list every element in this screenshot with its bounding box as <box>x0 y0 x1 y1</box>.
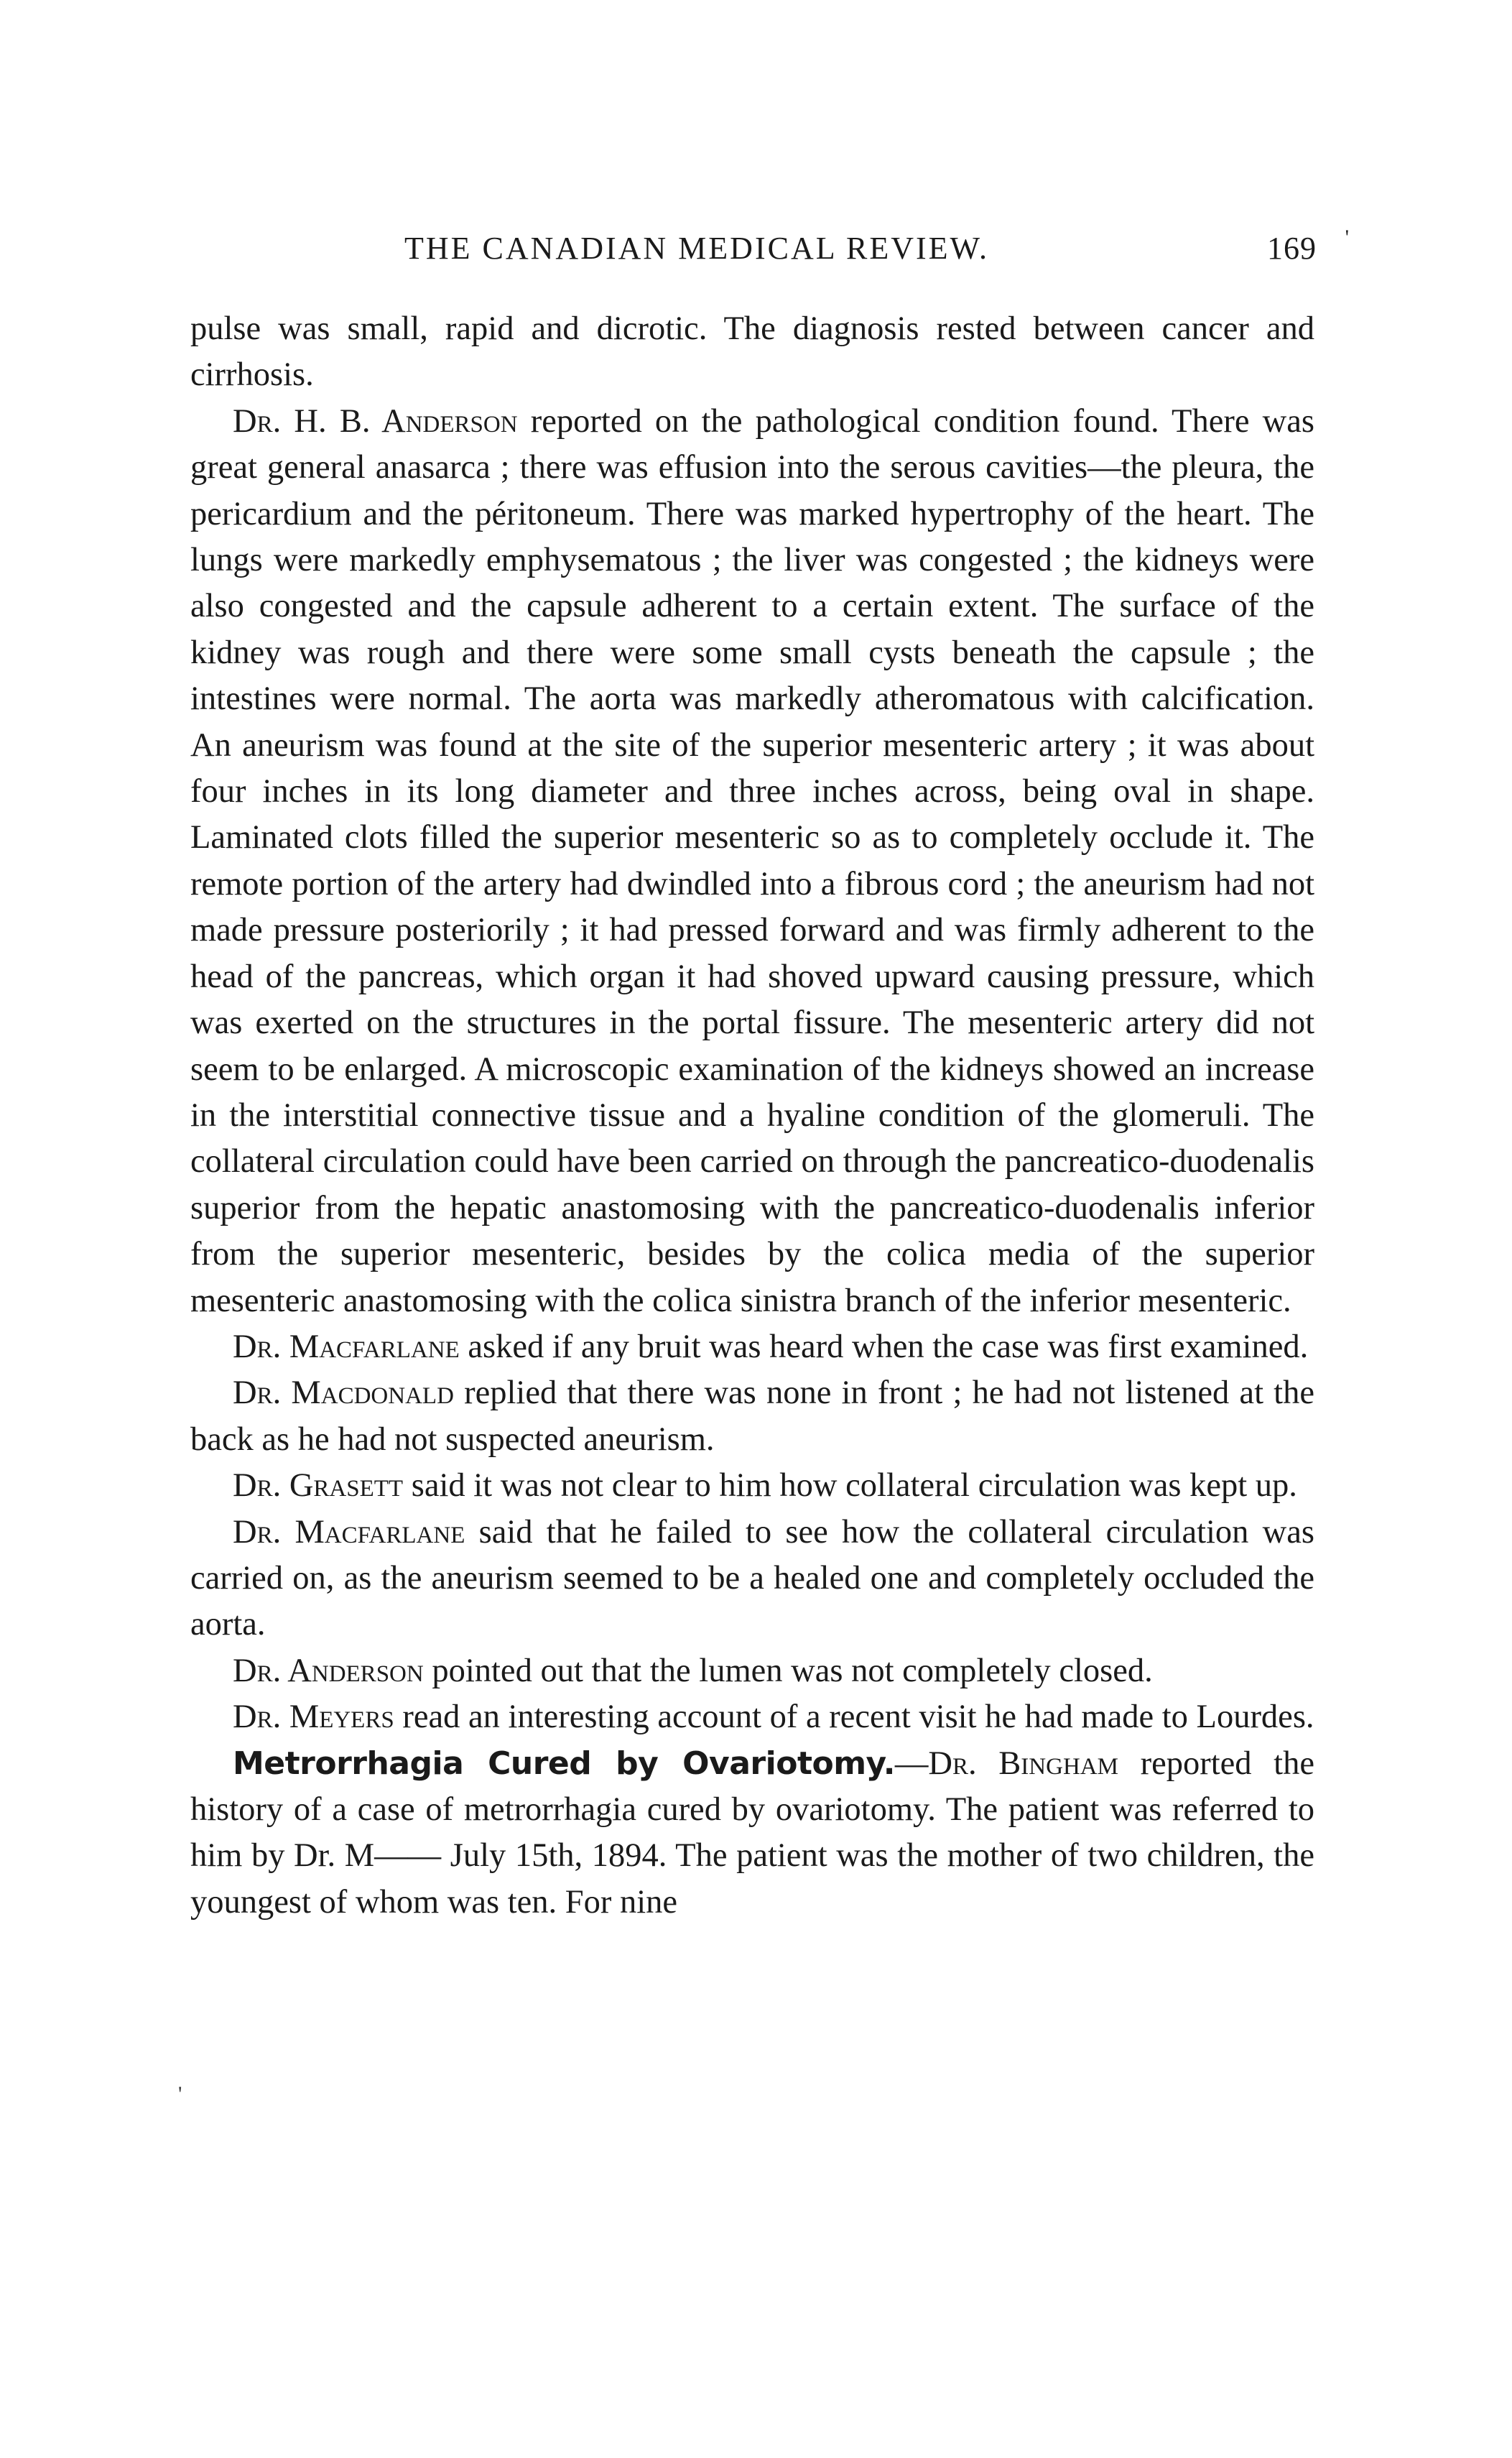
running-header <box>193 226 1351 273</box>
speaker-name: Dr. Meyers <box>233 1699 394 1736</box>
speaker-name: Dr. Macdonald <box>233 1374 454 1412</box>
speaker-name: Dr. Grasett <box>233 1467 404 1505</box>
section-dash: — <box>894 1745 929 1782</box>
header-stray-mark: ' <box>1345 226 1351 249</box>
margin-stray-mark: ' <box>178 2082 182 2106</box>
article-body <box>190 306 1314 1926</box>
paragraph-metrorrhagia: Metrorrhagia Cured by Ovariotomy.—Dr. Bingham reported the history of a case of metrorrhagia cured by ovariotomy. The patient was referred to him by Dr. M—— July 15th, 1894. The patient was the mother of two children, the youngest of whom was ten. For nine <box>190 1745 1314 1921</box>
section-heading: Metrorrhagia Cured by Ovariotomy. <box>233 1745 895 1782</box>
speaker-name: Dr. Macfarlane <box>233 1513 465 1551</box>
paragraph-macdonald-reply: Dr. Macdonald replied that there was none in front ; he had not listened at the back as he had not suspected aneurism. <box>190 1374 1314 1458</box>
paragraph-meyers: Dr. Meyers read an interesting account of a recent visit he had made to Lourdes. <box>233 1699 1314 1736</box>
speaker-name: Dr. Anderson <box>233 1652 424 1689</box>
paragraph-anderson-lumen: Dr. Anderson pointed out that the lumen was not completely closed. <box>233 1652 1153 1689</box>
paragraph-anderson-report: Dr. H. B. Anderson reported on the pathological condition found. There was great general anasarca ; there was effusion into the serous cavities—the pleura, the pericardium and the péritoneum. There was marked hypertrophy of the heart. The lungs were markedly emphysematous ; the liver was congested ; the kidneys were also congested and the capsule adherent to a certain extent. The surface of the kidney was rough and there were some small cysts beneath the capsule ; the intestines were normal. The aorta was markedly atheromatous with calcification. An aneurism was found at the site of the superior mesenteric artery ; it was about four inches in its long diameter and three inches across, being oval in shape. Laminated clots filled the superior mesenteric so as to completely occlude it. The remote portion of the artery had dwindled into a fibrous cord ; the aneurism had not made pressure posteriorily ; it had pressed forward and was firmly adherent to the head of the pancreas, which organ it had shoved upward causing pressure, which was exerted on the structures in the portal fissure. The mesenteric artery did not seem to be enlarged. A microscopic examination of the kidneys showed an increase in the interstitial connective tissue and a hyaline condition of the glomeruli. The collateral circulation could have been carried on through the pancreatico-duodenalis superior from the hepatic anastomosing with the pancreatico-duodenalis inferior from the superior mesenteric, besides by the colica media of the superior mesenteric anastomosing with the colica sinistra branch of the inferior mesenteric. <box>190 402 1314 1319</box>
speaker-name: Dr. Bingham <box>928 1745 1118 1782</box>
paragraph-macfarlane-comment: Dr. Macfarlane said that he failed to see how the collateral circulation was carried on, as the aneurism seemed to be a healed one and completely occluded the aorta. <box>190 1513 1314 1643</box>
page-number: 169 <box>1267 231 1317 266</box>
paragraph-macfarlane-question: Dr. Macfarlane asked if any bruit was heard when the case was first examined. <box>233 1328 1309 1365</box>
paragraph-grasett: Dr. Grasett said it was not clear to him how collateral circulation was kept up. <box>233 1467 1297 1505</box>
journal-title: THE CANADIAN MEDICAL REVIEW. <box>404 231 989 266</box>
speaker-name: Dr. H. B. Anderson <box>233 402 518 440</box>
paragraph-continued: pulse was small, rapid and dicrotic. The diagnosis rested between cancer and cirrhosis. <box>190 310 1314 394</box>
speaker-name: Dr. Macfarlane <box>233 1328 460 1365</box>
